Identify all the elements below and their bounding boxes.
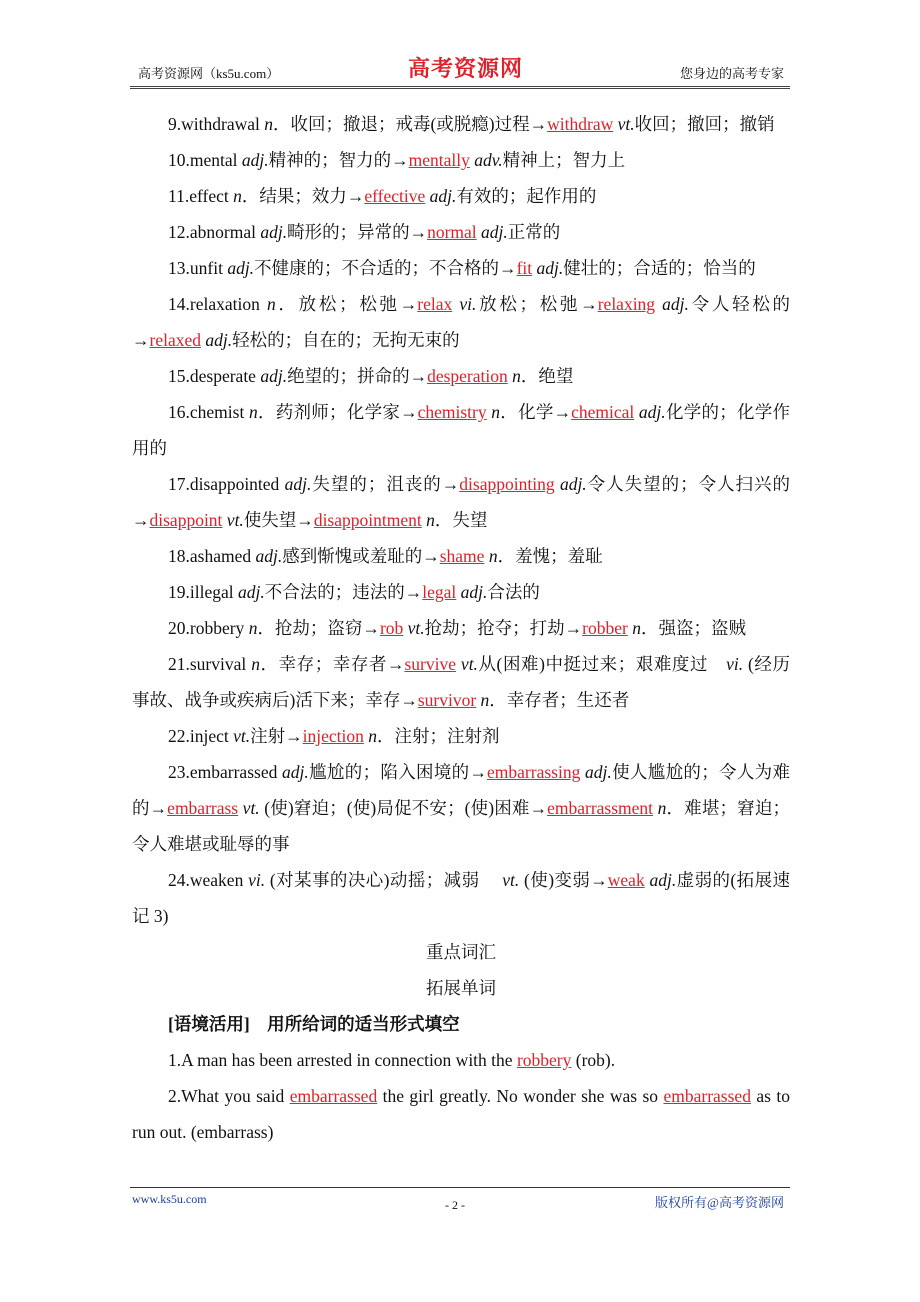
section-heading	[132, 934, 790, 970]
part-of-speech: adj.	[241, 150, 269, 170]
answer-word: disappoint	[149, 510, 223, 530]
text-segment: 1.A man has been arrested in connection with the	[168, 1050, 517, 1070]
part-of-speech: n	[264, 114, 273, 134]
vocab-entry	[132, 754, 790, 862]
answer-word: embarrassed	[663, 1086, 751, 1106]
part-of-speech: adj.	[536, 258, 564, 278]
part-of-speech: n	[368, 726, 377, 746]
answer-word: weak	[607, 870, 645, 890]
part-of-speech: adj.	[260, 366, 288, 386]
answer-word: shame	[439, 546, 485, 566]
footer-copyright: 版权所有@高考资源网	[655, 1195, 784, 1210]
answer-word: withdraw	[547, 114, 614, 134]
answer-word: normal	[427, 222, 477, 242]
text-segment: 令人失望的；令人扫兴的→	[132, 474, 791, 530]
answer-word: disappointment	[313, 510, 422, 530]
part-of-speech: vi.	[726, 654, 744, 674]
text-segment: 17.disappointed	[168, 474, 285, 494]
text-segment: 18.ashamed	[168, 546, 256, 566]
part-of-speech: vt.	[407, 618, 425, 638]
part-of-speech: vi.	[459, 294, 477, 314]
part-of-speech: adj.	[429, 186, 457, 206]
text-segment: 有效的；起作用的	[456, 186, 597, 206]
text-segment: ．难堪；窘迫；令人难堪或耻辱的事	[132, 798, 791, 854]
text-segment: ．注射；注射剂	[377, 726, 500, 746]
text-segment: ．化学→	[500, 402, 572, 422]
part-of-speech: n	[233, 186, 242, 206]
vocab-entry	[132, 610, 790, 646]
answer-word: embarrassment	[547, 798, 654, 818]
vocab-entry	[132, 142, 790, 178]
text-segment: 使失望→	[243, 510, 314, 530]
part-of-speech: n	[480, 690, 490, 710]
text-segment: 2.What you said	[168, 1086, 290, 1106]
text-segment: 14.relaxation	[168, 294, 267, 314]
vocab-entry	[132, 1042, 790, 1078]
text-segment: 拓展单词	[426, 978, 496, 998]
answer-word: fit	[516, 258, 533, 278]
text-segment: ．结果；效力→	[241, 186, 365, 206]
text-segment: 虚弱的(拓展速记 3)	[132, 870, 791, 926]
part-of-speech: n	[491, 402, 501, 422]
part-of-speech: n	[512, 366, 521, 386]
part-of-speech: adj.	[205, 330, 233, 350]
site-logo: 高考资源网	[408, 56, 524, 81]
part-of-speech: vt.	[617, 114, 635, 134]
part-of-speech: vi.	[248, 870, 266, 890]
answer-word: chemical	[571, 402, 635, 422]
vocab-entry	[132, 250, 790, 286]
text-segment: 精神上；智力上	[502, 150, 626, 170]
text-segment: 合法的	[487, 582, 540, 602]
text-segment: 健壮的；合适的；恰当的	[563, 258, 756, 278]
text-segment: 19.illegal	[168, 582, 238, 602]
part-of-speech: n	[248, 618, 258, 638]
part-of-speech: adj.	[282, 762, 309, 782]
part-of-speech: adj.	[237, 582, 265, 602]
text-segment: (经历事故、战争或疾病后)活下来；幸存→	[132, 654, 790, 710]
part-of-speech: adj.	[255, 546, 283, 566]
vocab-entry	[132, 646, 790, 718]
text-segment: 绝望的；拼命的→	[287, 366, 428, 386]
answer-word: robbery	[516, 1050, 572, 1070]
answer-word: relaxed	[149, 330, 201, 350]
vocab-entry	[132, 214, 790, 250]
text-segment: ．收回；撤退；戒毒(或脱瘾)过程→	[272, 114, 548, 134]
part-of-speech: adj.	[460, 582, 488, 602]
answer-word: effective	[364, 186, 426, 206]
answer-word: relax	[417, 294, 453, 314]
text-segment: 23.embarrassed	[168, 762, 283, 782]
answer-word: disappointing	[459, 474, 555, 494]
vocab-entry	[132, 862, 790, 934]
text-segment: 收回；撤回；撤销	[634, 114, 775, 134]
vocab-entry	[132, 574, 790, 610]
text-segment: 失望的；沮丧的→	[311, 474, 460, 494]
text-segment: (对某事的决心)动摇；减弱	[265, 870, 503, 890]
page-header	[130, 52, 790, 89]
answer-word: embarrassed	[289, 1086, 378, 1106]
vocab-entry	[132, 106, 790, 142]
text-segment: 感到惭愧或羞耻的→	[282, 546, 440, 566]
text-segment: [语境活用] 用所给词的适当形式填空	[168, 1014, 460, 1034]
answer-word: mentally	[408, 150, 470, 170]
text-segment: (使)变弱→	[519, 870, 608, 890]
text-segment: 重点词汇	[426, 942, 496, 962]
text-segment: 正常的	[507, 222, 561, 242]
answer-word: relaxing	[597, 294, 656, 314]
answer-word: rob	[379, 618, 404, 638]
part-of-speech: adj.	[284, 474, 312, 494]
vocab-entry	[132, 394, 790, 466]
text-segment: 15.desperate	[168, 366, 261, 386]
text-segment: 20.robbery	[168, 618, 249, 638]
text-segment: (使)窘迫；(使)局促不安；(使)困难→	[259, 798, 548, 818]
text-segment: 9.withdrawal	[168, 114, 265, 134]
part-of-speech: n	[248, 402, 258, 422]
answer-word: robber	[582, 618, 628, 638]
vocab-entry	[132, 178, 790, 214]
text-segment: 化学的；化学作用的	[132, 402, 791, 458]
text-segment: ．幸存；幸存者→	[259, 654, 405, 674]
text-segment: 注射→	[250, 726, 303, 746]
text-segment: ．强盗；盗贼	[640, 618, 746, 638]
vocab-entry	[132, 286, 790, 358]
vocab-entry	[132, 718, 790, 754]
text-segment: the girl greatly. No wonder she was so	[377, 1086, 664, 1106]
text-segment: ．药剂师；化学家→	[257, 402, 418, 422]
part-of-speech: adj.	[260, 222, 288, 242]
text-segment: 24.weaken	[168, 870, 249, 890]
text-segment: 从(困难)中挺过来；艰难度过	[477, 654, 727, 674]
text-segment: ．幸存者；生还者	[489, 690, 630, 710]
text-segment: 令人轻松的→	[132, 294, 791, 350]
part-of-speech: vt.	[460, 654, 478, 674]
part-of-speech: adj.	[638, 402, 666, 422]
part-of-speech: n	[632, 618, 641, 638]
part-of-speech: vt.	[242, 798, 260, 818]
part-of-speech: adj.	[585, 762, 612, 782]
text-segment: 放松；松弛→	[476, 294, 598, 314]
footer-url[interactable]: www.ks5u.com	[132, 1192, 207, 1206]
page-number: - 2 -	[445, 1198, 465, 1212]
section-heading	[132, 970, 790, 1006]
text-segment: ．放松；松弛→	[275, 294, 418, 314]
part-of-speech: adj.	[559, 474, 587, 494]
document-body	[132, 106, 790, 1150]
text-segment: 22.inject	[168, 726, 234, 746]
exercise-instruction	[132, 1006, 790, 1042]
answer-word: desperation	[427, 366, 508, 386]
part-of-speech: n	[266, 294, 276, 314]
text-segment: 精神的；智力的→	[268, 150, 409, 170]
part-of-speech: vt.	[233, 726, 251, 746]
text-segment: 不健康的；不合适的；不合格的→	[254, 258, 517, 278]
text-segment: ．抢劫；盗窃→	[257, 618, 380, 638]
part-of-speech: adj.	[227, 258, 255, 278]
answer-word: chemistry	[417, 402, 487, 422]
part-of-speech: n	[251, 654, 260, 674]
page-footer	[130, 1187, 790, 1212]
part-of-speech: vt.	[226, 510, 244, 530]
part-of-speech: adv.	[474, 150, 503, 170]
text-segment: ．羞愧；羞耻	[497, 546, 603, 566]
part-of-speech: n	[488, 546, 498, 566]
text-segment: 尴尬的；陷入困境的→	[308, 762, 488, 782]
answer-word: injection	[302, 726, 364, 746]
header-slogan: 您身边的高考专家	[679, 66, 784, 81]
text-segment: 不合法的；违法的→	[264, 582, 423, 602]
text-segment: ．绝望	[520, 366, 574, 386]
text-segment: 轻松的；自在的；无拘无束的	[232, 330, 460, 350]
vocab-entry	[132, 1078, 790, 1150]
part-of-speech: n	[426, 510, 435, 530]
vocab-entry	[132, 466, 790, 538]
part-of-speech: n	[657, 798, 667, 818]
answer-word: survivor	[417, 690, 477, 710]
text-segment: (rob).	[571, 1050, 616, 1070]
answer-word: embarrass	[167, 798, 239, 818]
text-segment: 抢劫；抢夺；打劫→	[424, 618, 583, 638]
text-segment: 13.unfit	[168, 258, 228, 278]
vocab-entry	[132, 538, 790, 574]
answer-word: legal	[422, 582, 457, 602]
text-segment: ．失望	[434, 510, 488, 530]
vocab-entry	[132, 358, 790, 394]
text-segment: 使人尴尬的；令人为难的→	[132, 762, 791, 818]
text-segment: 畸形的；异常的→	[287, 222, 428, 242]
header-site-name: 高考资源网（ks5u.com）	[138, 66, 280, 81]
part-of-speech: adj.	[662, 294, 689, 314]
text-segment: as to run out. (embarrass)	[132, 1086, 790, 1142]
text-segment: 11.effect	[168, 186, 234, 206]
answer-word: survive	[404, 654, 456, 674]
text-segment: 10.mental	[168, 150, 242, 170]
answer-word: embarrassing	[487, 762, 581, 782]
text-segment: 21.survival	[168, 654, 252, 674]
part-of-speech: adj.	[481, 222, 508, 242]
part-of-speech: adj.	[649, 870, 677, 890]
part-of-speech: vt.	[502, 870, 520, 890]
text-segment: 12.abnormal	[168, 222, 261, 242]
text-segment: 16.chemist	[168, 402, 249, 422]
